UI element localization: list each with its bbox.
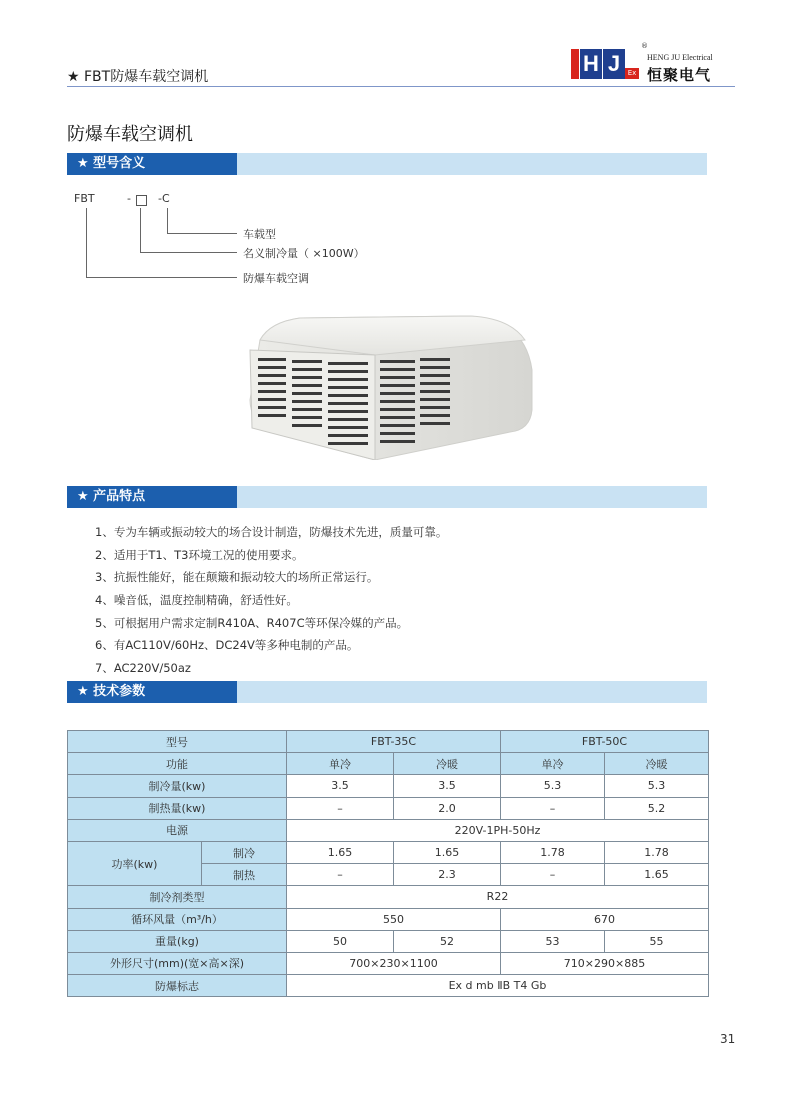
table-header-cell: 单冷 — [501, 753, 605, 775]
table-header-cell: 单冷 — [287, 753, 394, 775]
model-code-suffix: -C — [158, 192, 170, 205]
table-cell: 1.65 — [394, 841, 501, 863]
header-title: ★ FBT防爆车载空调机 — [67, 69, 209, 85]
table-row — [68, 975, 709, 997]
table-cell: 50 — [287, 930, 394, 952]
table-cell: R22 — [287, 886, 709, 908]
table-cell: 710×290×885 — [501, 952, 709, 974]
table-cell: 3.5 — [287, 775, 394, 797]
logo-english-name: HENG JU Electrical — [647, 53, 713, 62]
model-code-prefix: FBT — [74, 192, 95, 205]
logo-registered-mark: ® — [641, 42, 648, 50]
table-header-cell: FBT-50C — [501, 731, 709, 753]
section-bar-features — [67, 486, 707, 508]
logo-letter-j: J — [603, 49, 625, 79]
model-code-placeholder-box — [136, 195, 147, 206]
section-title-model: ★ 型号含义 — [77, 156, 146, 171]
table-cell: 53 — [501, 930, 605, 952]
table-row — [68, 908, 709, 930]
model-label-cooling-capacity: 名义制冷量（ ×100W） — [243, 247, 365, 260]
table-cell: 5.2 — [605, 797, 709, 819]
table-cell: 3.5 — [394, 775, 501, 797]
table-header-cell: 型号 — [68, 731, 287, 753]
table-label-cell: 制冷 — [202, 841, 287, 863]
table-label-cell: 电源 — [68, 819, 287, 841]
feature-item: 4、噪音低，温度控制精确，舒适性好。 — [95, 593, 298, 608]
product-image-air-conditioner — [240, 310, 535, 460]
page-title: 防爆车载空调机 — [67, 124, 193, 145]
table-cell: 1.65 — [605, 864, 709, 886]
table-cell: 2.0 — [394, 797, 501, 819]
table-row — [68, 841, 709, 863]
table-row — [68, 886, 709, 908]
table-header-cell: FBT-35C — [287, 731, 501, 753]
table-cell: 52 — [394, 930, 501, 952]
model-label-vehicle-type: 车载型 — [243, 228, 276, 241]
table-label-cell: 防爆标志 — [68, 975, 287, 997]
feature-item: 1、专为车辆或振动较大的场合设计制造，防爆技术先进，质量可靠。 — [95, 525, 448, 539]
table-row — [68, 731, 709, 753]
table-cell: Ex d mb ⅡB T4 Gb — [287, 975, 709, 997]
table-row — [68, 930, 709, 952]
table-label-cell: 循环风量（m³/h） — [68, 908, 287, 930]
table-cell: 5.3 — [605, 775, 709, 797]
table-header-cell: 冷暖 — [605, 753, 709, 775]
table-label-cell: 功率(kw) — [68, 841, 202, 885]
company-logo — [571, 44, 721, 84]
table-cell: 700×230×1100 — [287, 952, 501, 974]
section-bar-model — [67, 153, 707, 175]
model-label-product: 防爆车载空调 — [243, 272, 309, 285]
table-label-cell: 重量(kg) — [68, 930, 287, 952]
page-number: 31 — [720, 1032, 736, 1046]
feature-item: 6、有AC110V/60Hz、DC24V等多种电制的产品。 — [95, 638, 359, 653]
table-header-cell: 功能 — [68, 753, 287, 775]
table-cell: 670 — [501, 908, 709, 930]
table-row — [68, 775, 709, 797]
table-label-cell: 制冷剂类型 — [68, 886, 287, 908]
feature-item: 3、抗振性能好，能在颠簸和振动较大的场所正常运行。 — [95, 570, 379, 585]
table-cell: 550 — [287, 908, 501, 930]
table-header-cell: 冷暖 — [394, 753, 501, 775]
table-cell: – — [287, 864, 394, 886]
section-bar-specs — [67, 681, 707, 703]
section-title-specs: ★ 技术参数 — [77, 684, 146, 699]
table-cell: 1.78 — [605, 841, 709, 863]
logo-red-bar — [571, 49, 579, 79]
table-row — [68, 797, 709, 819]
table-row — [68, 952, 709, 974]
table-cell: – — [501, 797, 605, 819]
model-code-dash: - — [127, 192, 131, 205]
feature-item: 2、适用于T1、T3环境工况的使用要求。 — [95, 547, 304, 562]
spec-table — [67, 730, 709, 997]
table-cell: 2.3 — [394, 864, 501, 886]
feature-list — [95, 521, 447, 680]
table-cell: – — [501, 864, 605, 886]
table-cell: 55 — [605, 930, 709, 952]
table-label-cell: 制热 — [202, 864, 287, 886]
table-cell: 220V-1PH-50Hz — [287, 819, 709, 841]
section-title-features: ★ 产品特点 — [77, 489, 146, 504]
logo-ex-mark: Ex — [625, 68, 639, 79]
table-row — [68, 753, 709, 775]
table-label-cell: 制热量(kw) — [68, 797, 287, 819]
table-cell: 1.65 — [287, 841, 394, 863]
header-rule — [67, 86, 735, 87]
logo-letter-h: H — [580, 49, 602, 79]
table-label-cell: 外形尺寸(mm)(宽×高×深) — [68, 952, 287, 974]
logo-chinese-name: 恒聚电气 — [647, 66, 712, 84]
table-cell: – — [287, 797, 394, 819]
table-row — [68, 819, 709, 841]
table-label-cell: 制冷量(kw) — [68, 775, 287, 797]
table-cell: 1.78 — [501, 841, 605, 863]
feature-item: 5、可根据用户需求定制R410A、R407C等环保冷媒的产品。 — [95, 615, 409, 630]
feature-item: 7、AC220V/50az — [95, 661, 191, 676]
table-cell: 5.3 — [501, 775, 605, 797]
